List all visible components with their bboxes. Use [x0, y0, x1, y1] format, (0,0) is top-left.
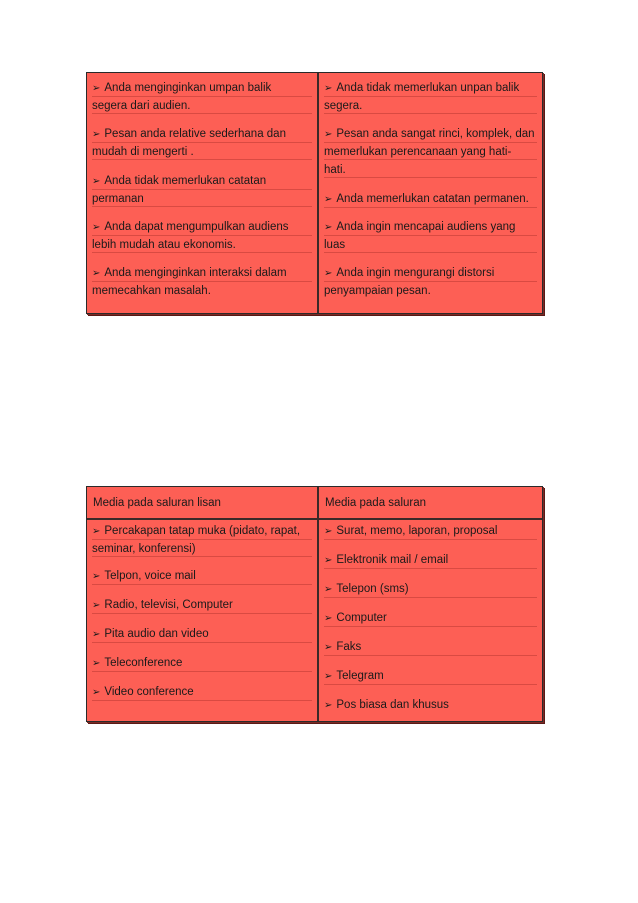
- arrowhead-bullet-icon: ➢: [324, 268, 333, 279]
- arrowhead-bullet-icon: ➢: [92, 629, 101, 640]
- list-item: ➢ Pita audio dan video: [92, 627, 312, 643]
- arrowhead-bullet-icon: ➢: [324, 671, 333, 682]
- arrowhead-bullet-icon: ➢: [324, 129, 333, 140]
- list-item: ➢ Anda menginginkan interaksi dalam: [92, 266, 312, 282]
- list-item-cont: permanan: [92, 192, 312, 207]
- arrowhead-bullet-icon: ➢: [324, 526, 333, 537]
- list-item: ➢ Faks: [324, 640, 537, 656]
- arrowhead-bullet-icon: ➢: [92, 222, 101, 233]
- list-item: ➢ Pos biasa dan khusus: [324, 699, 449, 711]
- arrowhead-bullet-icon: ➢: [92, 571, 101, 582]
- list-item: ➢ Radio, televisi, Computer: [92, 598, 312, 614]
- table-column-right: [319, 520, 542, 721]
- arrowhead-bullet-icon: ➢: [92, 687, 101, 698]
- list-item-cont: hati.: [324, 163, 537, 178]
- list-item: ➢ Telpon, voice mail: [92, 569, 312, 585]
- arrowhead-bullet-icon: ➢: [92, 176, 101, 187]
- media-table: [86, 486, 543, 722]
- list-item-cont: lebih mudah atau ekonomis.: [92, 238, 312, 253]
- list-item: ➢ Surat, memo, laporan, proposal: [324, 524, 537, 540]
- header-cell-oral-media: Media pada saluran lisan: [87, 487, 319, 518]
- list-item: ➢ Telepon (sms): [324, 582, 537, 598]
- list-item: ➢ Anda memerlukan catatan permanen.: [324, 192, 537, 208]
- list-item-cont: penyampaian pesan.: [324, 285, 431, 297]
- header-cell-media: Media pada saluran: [325, 496, 427, 509]
- list-item: ➢ Anda tidak memerlukan unpan balik: [324, 81, 537, 97]
- list-item: ➢ Pesan anda sangat rinci, komplek, dan: [324, 127, 537, 143]
- arrowhead-bullet-icon: ➢: [324, 700, 333, 711]
- list-item-cont: seminar, konferensi): [92, 542, 312, 557]
- arrowhead-bullet-icon: ➢: [324, 555, 333, 566]
- arrowhead-bullet-icon: ➢: [324, 613, 333, 624]
- arrowhead-bullet-icon: ➢: [324, 642, 333, 653]
- list-item-cont: luas: [324, 238, 537, 253]
- list-item-cont: memerlukan perencanaan yang hati-: [324, 145, 537, 160]
- list-item: ➢ Elektronik mail / email: [324, 553, 537, 569]
- table-column-left: [87, 73, 319, 313]
- list-item: ➢ Anda dapat mengumpulkan audiens: [92, 220, 312, 236]
- list-item: ➢ Pesan anda relative sederhana dan: [92, 127, 312, 143]
- list-item: ➢ Anda ingin mengurangi distorsi: [324, 266, 537, 282]
- list-item: ➢ Telegram: [324, 669, 537, 685]
- comparison-table: [86, 72, 543, 314]
- arrowhead-bullet-icon: ➢: [324, 222, 333, 233]
- arrowhead-bullet-icon: ➢: [92, 268, 101, 279]
- table-body-row: [87, 520, 542, 721]
- arrowhead-bullet-icon: ➢: [324, 584, 333, 595]
- list-item: ➢ Teleconference: [92, 656, 312, 672]
- table-column-right: [319, 73, 542, 313]
- list-item: ➢ Percakapan tatap muka (pidato, rapat,: [92, 524, 312, 540]
- list-item-cont: segera.: [324, 99, 537, 114]
- arrowhead-bullet-icon: ➢: [92, 83, 101, 94]
- arrowhead-bullet-icon: ➢: [92, 526, 101, 537]
- list-item-cont: mudah di mengerti .: [92, 145, 312, 160]
- list-item: ➢ Anda menginginkan umpan balik: [92, 81, 312, 97]
- list-item-cont: segera dari audien.: [92, 99, 312, 114]
- list-item: ➢ Anda ingin mencapai audiens yang: [324, 220, 537, 236]
- list-item: ➢ Video conference: [92, 685, 312, 701]
- arrowhead-bullet-icon: ➢: [92, 129, 101, 140]
- arrowhead-bullet-icon: ➢: [324, 194, 333, 205]
- list-item: ➢ Anda tidak memerlukan catatan: [92, 174, 312, 190]
- table-header-row: [87, 487, 542, 520]
- arrowhead-bullet-icon: ➢: [324, 83, 333, 94]
- list-item: ➢ Computer: [324, 611, 537, 627]
- arrowhead-bullet-icon: ➢: [92, 658, 101, 669]
- table-column-left: [87, 520, 319, 721]
- list-item-cont: memecahkan masalah.: [92, 285, 211, 297]
- arrowhead-bullet-icon: ➢: [92, 600, 101, 611]
